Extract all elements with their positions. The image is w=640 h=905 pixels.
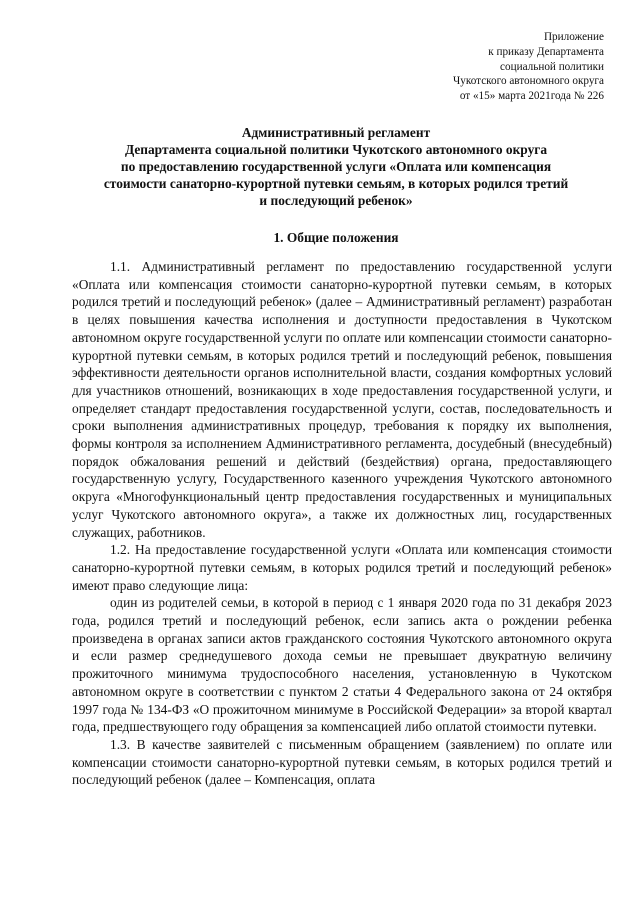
appendix-line: от «15» марта 2021года № 226 — [459, 90, 604, 103]
document-body — [72, 258, 612, 789]
title-line: по предоставлению государственной услуги «Оплата или компенсация — [120, 159, 552, 174]
appendix-note — [344, 30, 604, 104]
appendix-line: Чукотского автономного округа — [453, 75, 604, 88]
appendix-line: Приложение — [543, 31, 604, 43]
title-line: и последующий ребенок» — [259, 193, 413, 208]
paragraph-eligibility: один из родителей семьи, в которой в период с 1 января 2020 года по 31 декабря 2023 года, родился третий и последующий ребенок, если запись акта о рождении ребенка произведена в органах записи актов гражданского состояния Чукотского автономного округа и если размер среднедушевого дохода семьи не превышает двукратную величину прожиточного минимума трудоспособного населения, установленную в Чукотском автономном округе в соответствии с пунктом 2 статьи 4 Федерального закона от 24 октября 1997 года № 134-ФЗ «О прожиточном минимуме в Российской Федерации» за второй квартал года, предшествующего году обращения за компенсацией либо оплатой стоимости путевки. — [72, 595, 612, 735]
section-heading: 1. Общие положения — [273, 230, 399, 245]
paragraph-1-3: 1.3. В качестве заявителей с письменным обращением (заявлением) по оплате или компенсации стоимости санаторно-курортной путевки семьям, в которых родился третий и последующий ребенок (далее – Компенсация, оплата — [72, 736, 612, 788]
appendix-line: социальной политики — [500, 60, 604, 73]
title-line: Департамента социальной политики Чукотского автономного округа — [124, 142, 548, 157]
title-line: Административный регламент — [241, 125, 431, 140]
paragraph-1-1: 1.1. Административный регламент по предоставлению государственной услуги «Оплата или компенсация стоимости санаторно-курортной путевки семьям, в которых родился третий и последующий ребенок» (далее – Административный регламент) разработан в целях повышения качества исполнения и доступности предоставления в Чукотском автономном округе государственной услуги по оплате или компенсации стоимости санаторно-курортной путевки семьям, в которых родился третий и последующий ребенок, повышения эффективности деятельности органов исполнительной власти, создания комфортных условий для участников отношений, возникающих в ходе предоставления государственной услуги, и определяет стандарт предоставления государственной услуги, состав, последовательность и сроки выполнения административных процедур, требования к порядку их выполнения, формы контроля за исполнением Административного регламента, досудебный (внесудебный) порядок обжалования решений и действий (бездействия) органа, предоставляющего государственную услугу, Государственного казенного учреждения Чукотского автономного округа «Многофункциональный центр предоставления государственных и муниципальных услуг Чукотского автономного округа», а также их должностных лиц, государственных служащих, работников. — [72, 259, 612, 540]
paragraph-1-2: 1.2. На предоставление государственной услуги «Оплата или компенсация стоимости санаторно-курортной путевки семьям, в которых родился третий и последующий ребенок» имеют право следующие лица: — [72, 542, 612, 593]
document-title — [60, 124, 612, 209]
title-line: стоимости санаторно-курортной путевки семьям, в которых родился третий — [103, 176, 569, 191]
appendix-line: к приказу Департамента — [488, 45, 604, 58]
